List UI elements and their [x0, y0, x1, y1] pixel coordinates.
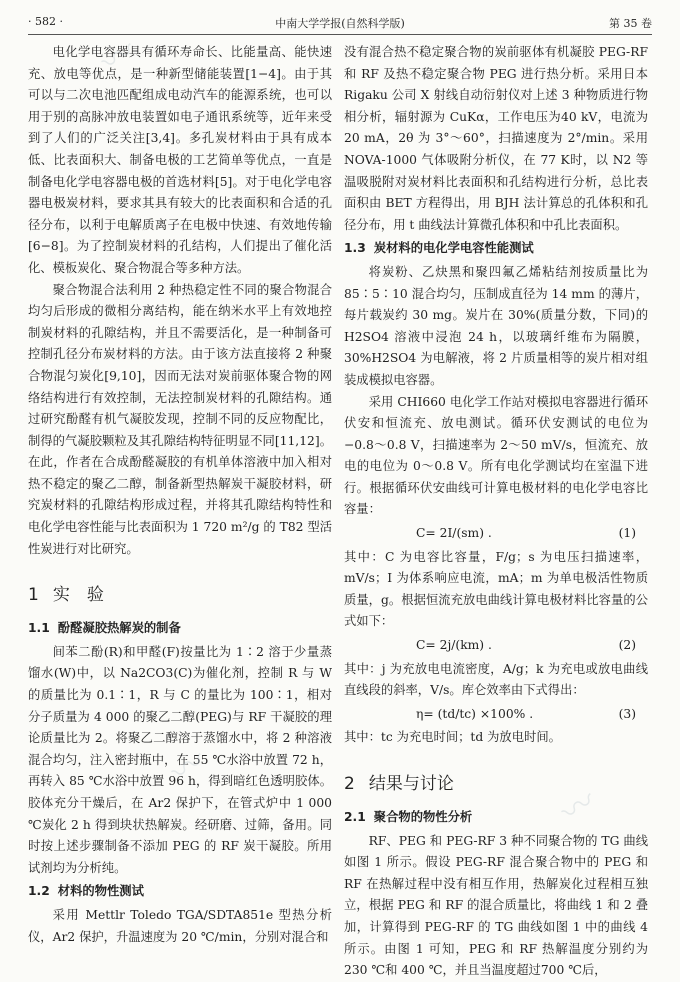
equation-3-explanation: 其中：tc 为充电时间；td 为放电时间。: [344, 730, 561, 745]
equation-body: η= (td/tc) ×100% .: [416, 706, 534, 721]
section-title: 实 验: [52, 585, 104, 606]
watermark: 〰: [93, 31, 144, 84]
equation-body: C= 2j/(km) .: [416, 638, 492, 653]
equation-body: C= 2I/(sm) .: [416, 526, 492, 541]
subsection-number: 1.2: [28, 884, 50, 899]
method-paragraph-3: 将炭粉、乙炔黑和聚四氟乙烯粘结剂按质量比为 85∶5∶10 混合均匀，压制成直径为 14 mm 的薄片，每片载炭约 30 mg。炭片在 30%(质量分数，下同)的 H2SO4 溶液中浸泡 24 h，以玻璃纤维布为隔膜，30%H2SO4 为电解液，将 2 片质量相等的炭片相对组装成模拟电容器。: [344, 264, 648, 387]
section-number: 1: [28, 585, 39, 606]
subsection-heading-2-1: [344, 807, 648, 829]
equation-2-explanation: 其中：j 为充放电电流密度，A/g；k 为充电或放电曲线直线段的斜率，V/s。库仑效率由下式得出：: [344, 661, 648, 698]
equation-2: [344, 633, 648, 659]
equation-number: (1): [618, 526, 636, 541]
journal-title: 中南大学学报(自然科学版): [275, 17, 405, 30]
subsection-heading-1-1: [28, 618, 332, 640]
section-title: 结果与讨论: [368, 774, 454, 794]
results-paragraph-1: RF、PEG 和 PEG-RF 3 种不同聚合物的 TG 曲线如图 1 所示。假设 PEG-RF 混合聚合物中的 PEG 和 RF 在热解过程中没有相互作用，热解炭化过程相互独立，根据 PEG 和 RF 的混合质量比，将曲线 1 和 2 叠加，计算得到 PEG-RF 的 TG 曲线如图 1 中的曲线 4 所示。由图 1 可知，PEG 和 RF 热解温度分别约为 230 ℃和 400 ℃，并且当温度超过700 ℃后，: [344, 833, 648, 978]
subsection-title: 材料的物性测试: [57, 884, 144, 899]
equation-1: [344, 521, 648, 547]
section-heading-results: [344, 771, 648, 797]
volume-label: 第 35 卷: [609, 17, 652, 30]
intro-paragraph-1: 电化学电容器具有循环寿命长、比能量高、能快速充、放电等优点，是一种新型储能装置[1−4]。由于其可以与二次电池匹配组成电动汽车的能源系统，也可以用于别的高脉冲放电装置如电子通讯系统等，近年来受到了人们的广泛关注[3,4]。多孔炭材料由于具有成本低、比表面积大、制备电极的工艺简单等优点，一直是制备电化学电容器电极的首选材料[5]。对于电化学电容器电极炭材料，要求其具有较大的比表面积和合适的孔径分布，以利于电解质离子在电极中快速、有效地传输[6−8]。为了控制炭材料的孔结构，人们提出了催化活化、模板炭化、聚合物混合等多种方法。: [28, 45, 332, 275]
equation-number: (3): [618, 706, 636, 721]
running-header: [28, 12, 652, 32]
subsection-title: 炭材料的电化学电容性能测试: [373, 241, 534, 256]
subsection-number: 1.1: [28, 621, 50, 636]
section-heading-experiment: [28, 582, 332, 608]
equation-3: [344, 702, 648, 728]
method-paragraph-continued: 没有混合热不稳定聚合物的炭前驱体有机凝胶 PEG-RF 和 RF 及热不稳定聚合物 PEG 进行热分析。采用日本 Rigaku 公司 X 射线自动衍射仪对上述 3 种物质进行物相分析，辐射源为 CuKα，工作电压为40 kV，电流为 20 mA，2θ 为 3°～60°，扫描速度为 2°/min。采用 NOVA-1000 气体吸附分析仪，在 77 K时，以 N2 等温吸脱附对炭材料比表面积和孔结构进行分析，总比表面积由 BET 方程得出，用 BJH 法计算总的孔体积和孔径分布，用 t 曲线法计算微孔体积和中孔比表面积。: [344, 45, 648, 232]
header-rule: [28, 34, 652, 35]
subsection-heading-1-2: [28, 881, 332, 903]
right-column: [344, 42, 648, 982]
equation-1-explanation: 其中：C 为电容比容量，F/g；s 为电压扫描速率，mV/s；I 为体系响应电流，mA；m 为单电极活性物质质量，g。根据恒流充放电曲线计算电极材料比容量的公式如下：: [344, 549, 648, 629]
subsection-heading-1-3: [344, 238, 648, 260]
equation-number: (2): [618, 638, 636, 653]
page-number: · 582 ·: [28, 15, 63, 28]
watermark: 〰: [553, 781, 604, 834]
subsection-number: 2.1: [344, 810, 366, 824]
subsection-title: 聚合物的物性分析: [373, 810, 473, 824]
method-paragraph-4: 采用 CHI660 电化学工作站对模拟电容器进行循环伏安和恒流充、放电测试。循环伏安测试的电位为 −0.8～0.8 V，扫描速率为 2～50 mV/s，恒流充、放电的电位为 0～0.8 V。所有电化学测试均在室温下进行。根据循环伏安曲线可计算电极材料的电化学电容比容量：: [344, 394, 648, 517]
method-paragraph-1: 间苯二酚(R)和甲醛(F)按量比为 1∶2 溶于少量蒸馏水(W)中，以 Na2CO3(C)为催化剂，控制 R 与 W 的质量比为 0.1∶1，R 与 C 的量比为 100∶1，相对分子质量为 4 000 的聚乙二醇(PEG)与 RF 干凝胶的理论质量比为 2。将聚乙二醇溶于蒸馏水中，将 2 种溶液混合均匀，注入密封瓶中，在 55 ℃水浴中放置 72 h，再转入 85 ℃水浴中放置 96 h，得到暗红色透明胶体。胶体充分干燥后，在 Ar2 保护下，在管式炉中 1 000 ℃炭化 2 h 得到块状热解炭。经研磨、过筛，备用。同时按上述步骤制备不添加 PEG 的 RF 炭干凝胶。所用试剂均为分析纯。: [28, 644, 332, 875]
watermark: 〰: [163, 741, 214, 794]
left-column: [28, 42, 332, 948]
method-paragraph-2: 采用 Mettlr Toledo TGA/SDTA851e 型热分析仪，Ar2 保护，升温速度为 20 ℃/min，分别对混合和: [28, 907, 332, 944]
intro-paragraph-2: 聚合物混合法利用 2 种热稳定性不同的聚合物混合均匀后形成的微相分离结构，能在纳米水平上有效地控制炭材料的孔隙结构，并且不需要活化，是一种制备可控制孔径分布炭材料的方法。由于该方法直接将 2 种聚合物混匀炭化[9,10]，因而无法对炭前驱体聚合物的网络结构进行有效控制，无法控制炭材料的孔隙结构。通过研究酚醛有机气凝胶发现，控制不同的反应物配比，制得的气凝胶颗粒及其孔隙结构特征明显不同[11,12]。在此，作者在合成酚醛凝胶的有机单体溶液中加入相对热不稳定的聚乙二醇，制备新型热解炭干凝胶材料，研究炭材料的孔隙结构形成过程，并将其孔隙结构特性和电化学电容性能与比表面积为 1 720 m²/g 的 T82 型活性炭进行对比研究。: [28, 282, 332, 556]
subsection-title: 酚醛凝胶热解炭的制备: [57, 621, 181, 636]
subsection-number: 1.3: [344, 241, 366, 256]
section-number: 2: [344, 774, 355, 794]
